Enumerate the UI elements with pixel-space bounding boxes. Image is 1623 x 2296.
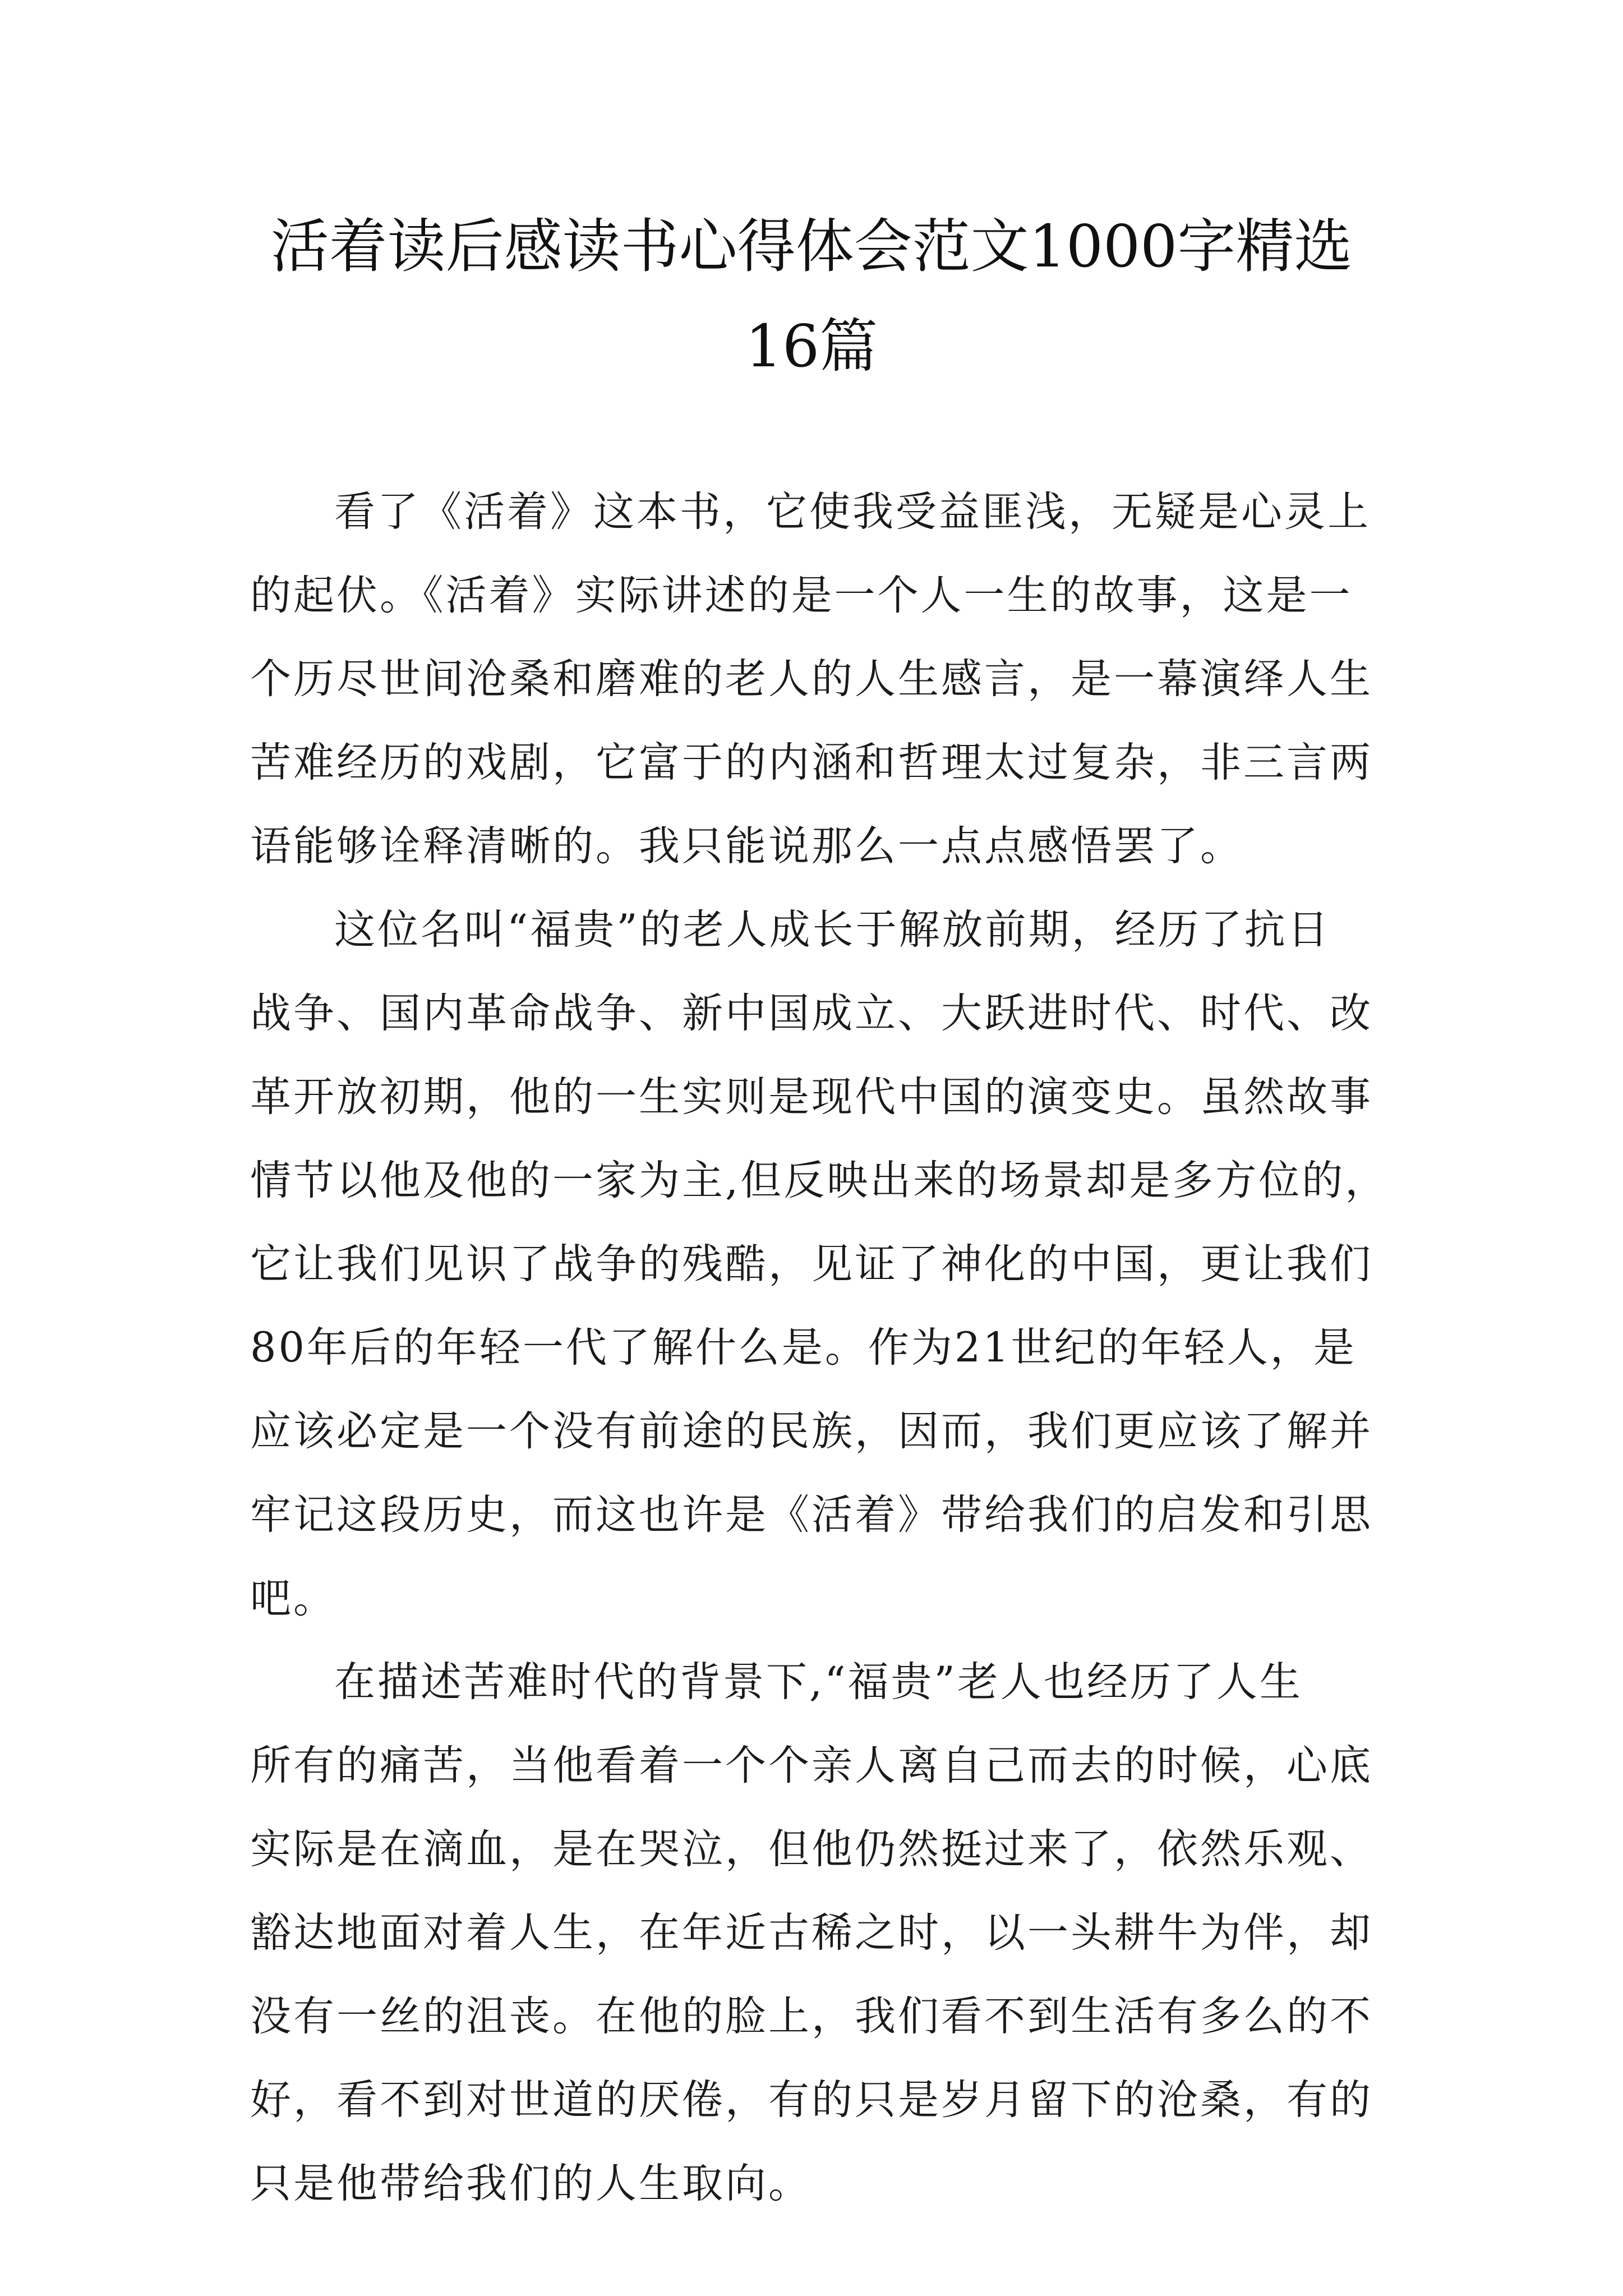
text-line: 苦难经历的戏剧，它富于的内涵和哲理太过复杂，非三言两 [250, 739, 1373, 786]
paragraph-1 [250, 470, 1372, 888]
text-line: 革开放初期，他的一生实则是现代中国的演变史。虽然故事 [250, 1073, 1373, 1121]
title-line-2: 16篇 [745, 312, 878, 380]
text-line: 在描述苦难时代的背景下,“福贵”老人也经历了人生 [334, 1658, 1303, 1706]
title-line-1: 活着读后感读书心得体会范文1000字精选 [270, 212, 1353, 280]
page-title [168, 196, 1455, 396]
text-line: 看了《活着》这本书，它使我受益匪浅，无疑是心灵上 [334, 488, 1371, 536]
text-line: 牢记这段历史，而这也许是《活着》带给我们的启发和引思 [250, 1491, 1373, 1539]
text-line: 应该必定是一个没有前途的民族，因而，我们更应该了解并 [250, 1407, 1373, 1455]
text-line: 豁达地面对着人生，在年近古稀之时，以一头耕牛为伴，却 [250, 1909, 1373, 1957]
text-line: 所有的痛苦，当他看着一个个亲人离自己而去的时候，心底 [250, 1742, 1373, 1789]
text-line: 好，看不到对世道的厌倦，有的只是岁月留下的沧桑，有的 [250, 2076, 1373, 2124]
text-line: 个历尽世间沧桑和磨难的老人的人生感言，是一幕演绎人生 [250, 655, 1373, 703]
text-line: 它让我们见识了战争的残酷，见证了神化的中国，更让我们 [250, 1240, 1373, 1288]
text-line: 吧。 [250, 1575, 336, 1622]
paragraph-2 [250, 888, 1389, 1640]
text-line: 只是他带给我们的人生取向。 [250, 2160, 811, 2207]
document-body [250, 470, 1389, 2225]
text-line: 的起伏。《活着》实际讲述的是一个人一生的故事，这是一 [250, 572, 1353, 619]
text-line: 战争、国内革命战争、新中国成立、大跃进时代、时代、改 [250, 990, 1373, 1037]
text-line: 语能够诠释清晰的。我只能说那么一点点感悟罢了。 [250, 822, 1243, 870]
text-line: 80年后的年轻一代了解什么是。作为21世纪的年轻人，是 [250, 1324, 1357, 1372]
text-line: 这位名叫“福贵”的老人成长于解放前期，经历了抗日 [334, 906, 1331, 954]
paragraph-3 [250, 1640, 1372, 2225]
text-line: 情节以他及他的一家为主,但反映出来的场景却是多方位的， [250, 1157, 1389, 1204]
text-line: 实际是在滴血，是在哭泣，但他仍然挺过来了，依然乐观、 [250, 1825, 1373, 1873]
text-line: 没有一丝的沮丧。在他的脸上，我们看不到生活有多么的不 [250, 1993, 1373, 2040]
